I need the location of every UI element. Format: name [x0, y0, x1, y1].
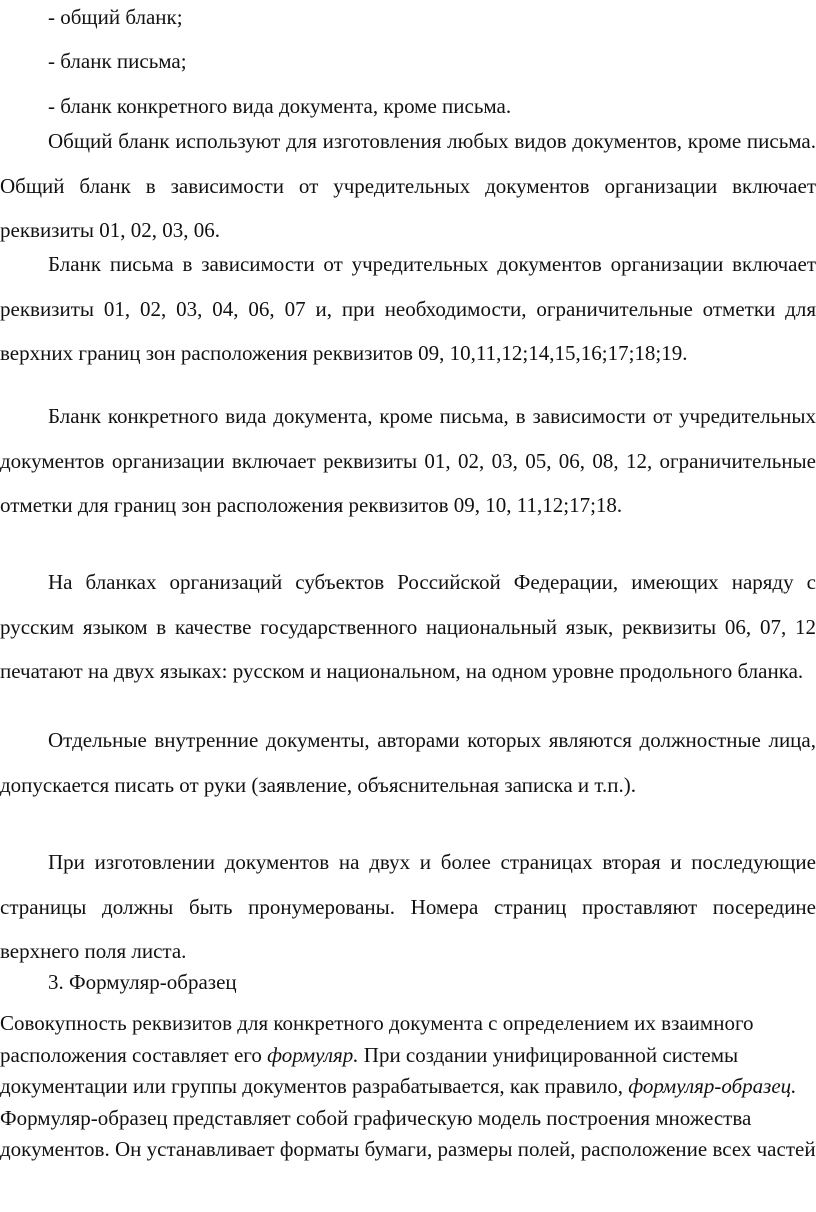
list-item-letter-form: - бланк письма; [48, 49, 187, 73]
paragraph-page-numbering: При изготовлении документов на двух и более страницах вторая и последующие страницы должны быть пронумерованы. Номера страниц проставляют посередине верхнего поля листа. [0, 850, 816, 963]
paragraph-handwritten-documents: Отдельные внутренние документы, авторами которых являются должностные лица, допускается писать от руки (заявление, объяснительная записка и т.п.). [0, 728, 816, 797]
paragraph-general-form: Общий бланк используют для изготовления любых видов документов, кроме письма. Общий бланк в зависимости от учредительных документов организации включает реквизиты 01, 02, 03, 06. [0, 129, 816, 242]
form-template-text-1: Совокупность реквизитов для конкретного документа с определением их взаимного расположения составляет его [0, 1011, 754, 1067]
form-template-text-2: При создании унифицированной системы документации или группы документов разрабатывается, как правило, [0, 1042, 739, 1099]
term-formular: формуляр. [267, 1042, 359, 1067]
term-formular-template: формуляр-образец. [628, 1074, 797, 1099]
form-template-text-3: Формуляр-образец представляет собой графическую модель построения множества документов. Он устанавливает форматы бумаги, размеры полей, расположение всех частей [0, 1105, 816, 1162]
paragraph-letter-form: Бланк письма в зависимости от учредительных документов организации включает реквизиты 01, 02, 03, 04, 06, 07 и, при необходимости, ограничительные отметки для верхних границ зон расположения реквизитов 09, 10,11,12;14,15,16;17;18;19. [0, 252, 816, 365]
list-item-general-form: - общий бланк; [48, 5, 183, 29]
list-item-specific-form: - бланк конкретного вида документа, кроме письма. [48, 94, 512, 118]
paragraph-form-template [0, 1008, 816, 1166]
paragraph-specific-form: Бланк конкретного вида документа, кроме письма, в зависимости от учредительных документов организации включает реквизиты 01, 02, 03, 05, 06, 08, 12, ограничительные отметки для границ зон расположения реквизитов 09, 10, 11,12;17;18. [0, 404, 816, 517]
paragraph-regional-forms: На бланках организаций субъектов Российской Федерации, имеющих наряду с русским языком в качестве государственного национальный язык, реквизиты 06, 07, 12 печатают на двух языках: русском и национальном, на одном уровне продольного бланка. [0, 570, 816, 683]
section-heading: 3. Формуляр-образец [48, 970, 237, 994]
